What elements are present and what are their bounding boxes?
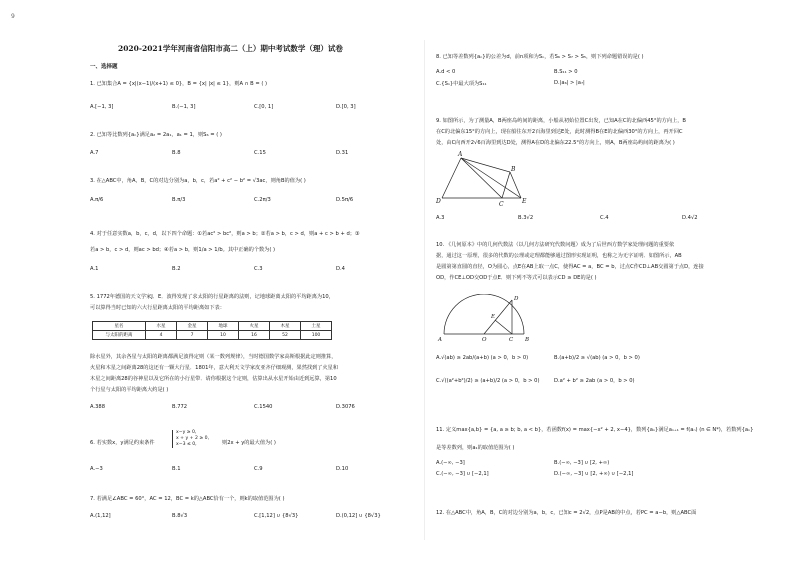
q5-option-d[interactable]: D.3076	[336, 404, 355, 410]
q5-option-c[interactable]: C.1540	[254, 404, 273, 410]
question-9-line-2: 在C的北偏东15°的方向上，现在船往东开2百海里到达E处，此时测得B在E的北偏西30°的方向上，再开回C	[436, 129, 683, 135]
q3-option-b[interactable]: B.π/3	[172, 197, 186, 203]
q4-options	[90, 266, 430, 272]
table-header-cell: 金星	[177, 322, 208, 331]
question-3: 3. 在△ABC中，角A，B，C的对边分别为a，b，c，若a² + c² − b² = √3ac，则角B的值为( )	[90, 178, 306, 184]
q10-option-c[interactable]: C.√((a²+b²)/2) ≥ (a+b)/2 (a > 0，b > 0)	[436, 378, 540, 384]
q9-option-c[interactable]: C.4	[600, 215, 609, 221]
table-row-label: 与太阳的距离	[93, 331, 146, 340]
q11-options-row-1	[436, 460, 696, 466]
q1-options	[90, 104, 430, 110]
q8-option-a[interactable]: A.d < 0	[436, 69, 456, 75]
page-number: 9	[11, 13, 15, 20]
q6-option-b[interactable]: B.1	[172, 466, 181, 472]
question-4-line-1: 4. 对于任意实数a，b，c，d，以下四个命题：①若ac² > bc²，则a > b；②若a > b，c > d，则a + c > b + d；③	[90, 231, 360, 237]
figure-label: D	[514, 296, 519, 302]
q11-option-b[interactable]: B.(−∞, −3] ∪ [2, +∞)	[554, 460, 610, 466]
question-9-line-1: 9. 如图所示，为了测量A，B两座岛屿间的距离，小船从初始位置C出发，已知A在C的北偏西45°的方向上，B	[436, 118, 686, 124]
q8-options-row-1	[436, 69, 696, 75]
figure-label: B	[511, 166, 516, 173]
question-8: 8. 已知等差数列{aₙ}的公差为d，前n项和为Sₙ，若S₆ > S₇ > S₅，则下列命题错误的是( )	[436, 54, 644, 60]
table-cell: 16	[239, 331, 270, 340]
q8-options-row-2	[436, 80, 696, 87]
q8-option-d[interactable]: D.|a₆| > |a₇|	[554, 80, 585, 86]
q5-option-a[interactable]: A.388	[90, 404, 106, 410]
question-10-line-1: 10. 《几何原本》中的几何代数法（以几何方法研究代数问题）成为了后世西方数学家处理问题的重要依	[436, 242, 675, 248]
q6-constraint: x−3 ≤ 0,	[176, 442, 197, 447]
question-12: 12. 在△ABC中，角A，B，C的对边分别为a，b，c，已知c = 2√2，点P是AB的中点，若PC = a−b，则△ABC面	[436, 510, 697, 516]
question-10-line-3: 是圆第第直圆的直径，O为圆心，点E在AB上取一点C，使得AC = a，BC = b，过点C作CD⊥AB交圆第于点D，连接	[436, 264, 704, 270]
question-5-line-3: 除水星外，其余各星与太阳的距离都满足波得定则（某一数列规律），当时德国数学家高斯根据此定则推算，	[90, 354, 337, 360]
question-10-line-4: OD，作CE⊥OD交OD于点E．则下列不等式可以表示CD ≥ DE的是( )	[436, 275, 597, 281]
question-10-line-2: 据，通过这一原理，很多的代数的公理或定理都能够通过图形实现证明，也称之为无字证明．如图所示，AB	[436, 253, 682, 259]
question-5-line-6: 个行星与太阳的平均距离大约是( )	[90, 387, 169, 393]
q4-option-b[interactable]: B.2	[172, 266, 181, 272]
q10-options-row-1	[436, 354, 696, 361]
q4-option-a[interactable]: A.1	[90, 266, 99, 272]
q3-option-c[interactable]: C.2π/3	[254, 197, 271, 203]
q8-option-c[interactable]: C.{Sₙ}中最大项为S₁₁	[436, 81, 487, 87]
q7-option-a[interactable]: A.(1,12]	[90, 513, 111, 519]
q1-option-a[interactable]: A.[−1, 3]	[90, 104, 114, 110]
table-cell: 10	[208, 331, 239, 340]
question-6: 6. 若实数x，y满足约束条件	[90, 440, 155, 446]
q6-constraint-system	[172, 430, 209, 448]
q6-constraint: x + y + 2 ≥ 0,	[176, 436, 210, 441]
q2-option-d[interactable]: D.31	[336, 150, 349, 156]
q10-option-d[interactable]: D.a² + b² ≥ 2ab (a > 0，b > 0)	[554, 378, 635, 384]
q6-option-a[interactable]: A.−3	[90, 466, 103, 472]
question-5-line-2: 可以算得当时已知的六大行星距离太阳的平均距离如下表：	[90, 305, 225, 311]
q9-options	[436, 215, 776, 221]
column-divider	[424, 40, 425, 540]
figure-label: A	[458, 151, 463, 158]
q10-options-row-2	[436, 377, 696, 384]
q1-option-b[interactable]: B.(−1, 3]	[172, 104, 196, 110]
q6-option-d[interactable]: D.10	[336, 466, 349, 472]
figure-label: C	[499, 201, 504, 208]
q2-option-a[interactable]: A.7	[90, 150, 99, 156]
q7-option-b[interactable]: B.8√3	[172, 513, 188, 519]
q6-options	[90, 466, 430, 472]
planet-distance-table	[92, 321, 332, 340]
section-heading: 一、选择题	[90, 64, 118, 70]
question-11-line-2: 是等差数列，则a₁的取值范围为( )	[436, 445, 515, 451]
question-5-line-5: 木星之间距离28的谷神星以及它所在的小行星带．请你根据这个定则，估算出从水星开始由近到远算，第10	[90, 376, 337, 382]
q11-option-a[interactable]: A.(−∞, −3]	[436, 460, 465, 466]
q4-option-c[interactable]: C.3	[254, 266, 263, 272]
figure-label: E	[522, 198, 527, 205]
q1-option-c[interactable]: C.[0, 1]	[254, 104, 274, 110]
figure-label: O	[482, 337, 487, 343]
q9-option-d[interactable]: D.4√2	[682, 215, 698, 221]
q2-option-b[interactable]: B.8	[172, 150, 181, 156]
q5-option-b[interactable]: B.772	[172, 404, 188, 410]
q10-option-a[interactable]: A.√(ab) ≥ 2ab/(a+b) (a > 0，b > 0)	[436, 355, 529, 361]
q2-options	[90, 150, 430, 156]
q4-option-d[interactable]: D.4	[336, 266, 345, 272]
table-cell: 52	[270, 331, 301, 340]
q8-option-b[interactable]: B.S₁₁ > 0	[554, 69, 578, 75]
question-6-tail: 则2x + y的最大值为( )	[222, 440, 276, 446]
table-header-cell: 木星	[270, 322, 301, 331]
figure-label: A	[438, 337, 442, 343]
q10-option-b[interactable]: B.(a+b)/2 ≥ √(ab) (a > 0，b > 0)	[554, 355, 640, 361]
table-header-cell: 水星	[146, 322, 177, 331]
question-4-line-2: 若a > b，c > d，则ac > bd；④若a > b，则1/a > 1/b。其中正确的个数为( )	[90, 247, 276, 253]
q11-option-d[interactable]: D.(−∞, −3] ∪ [2, +∞) ∪ [−2,1]	[554, 471, 634, 477]
q3-option-a[interactable]: A.π/6	[90, 197, 104, 203]
q6-option-c[interactable]: C.9	[254, 466, 263, 472]
table-row	[93, 331, 332, 340]
table-header-row	[93, 322, 332, 331]
figure-label: E	[491, 314, 496, 320]
q1-option-d[interactable]: D.[0, 3]	[336, 104, 356, 110]
q10-semicircle-figure	[434, 294, 534, 346]
q7-option-c[interactable]: C.[1,12] ∪ {8√3}	[254, 513, 299, 519]
figure-label: D	[436, 198, 441, 205]
table-header-cell: 土星	[301, 322, 332, 331]
q9-option-b[interactable]: B.3√2	[518, 215, 534, 221]
table-cell: 100	[301, 331, 332, 340]
q11-option-c[interactable]: C.(−∞, −3] ∪ [−2,1]	[436, 471, 489, 477]
q11-options-row-2	[436, 471, 696, 477]
q9-option-a[interactable]: A.3	[436, 215, 445, 221]
q3-option-d[interactable]: D.5π/6	[336, 197, 354, 203]
question-11-line-1: 11. 定义max{a,b} = {a, a ≥ b; b, a < b}，若函数f(x) = max{−x² + 2, x−4}，数列{aₙ}满足aₙ₊₁ = f(aₙ) (n ∈ N*)，若数列{aₙ}	[436, 427, 754, 433]
q9-island-figure	[434, 150, 534, 212]
table-header-cell: 星名	[93, 322, 146, 331]
question-5-line-4: 火星和木星之间距离28的这还有一颗大行星．1801年，意大利天文学家皮亚齐仔细观测，果然找到了火星和	[90, 365, 339, 371]
question-5-line-1: 5. 1772年德国的天文学家J．E．波得发现了求太阳的行星距离的法则，记地球距离太阳的平均距离为10，	[90, 294, 334, 300]
table-header-cell: 火星	[239, 322, 270, 331]
figure-label: C	[509, 337, 514, 343]
question-9-line-3: 处，由C向西开2√6百海里到达D处，测得A在D的北偏东22.5°的方向上，则A，B两座岛屿间的距离为( )	[436, 140, 675, 146]
q7-option-d[interactable]: D.(0,12] ∪ {8√3}	[336, 513, 381, 519]
table-cell: 7	[177, 331, 208, 340]
question-1: 1. 已知集合A = {x|(x−1)/(x+1) ≤ 0}，B = {x| |x| ≤ 1}，则A ∩ B = ( )	[90, 81, 268, 87]
q2-option-c[interactable]: C.15	[254, 150, 266, 156]
q3-options	[90, 197, 430, 203]
q7-options	[90, 513, 430, 519]
table-header-cell: 地球	[208, 322, 239, 331]
question-2: 2. 已知等比数列{aₙ}满足a₂ = 2a₁，a₁ = 1，则S₆ = ( )	[90, 132, 222, 138]
question-7: 7. 若满足∠ABC = 60°，AC = 12，BC = k的△ABC恰有一个，则k的取值范围为( )	[90, 496, 285, 502]
table-cell: 4	[146, 331, 177, 340]
q6-constraint: x−y ≥ 0,	[176, 430, 197, 435]
page-title: 2020-2021学年河南省信阳市高二（上）期中考试数学（理）试卷	[118, 44, 343, 53]
q5-options	[90, 404, 430, 410]
figure-label: B	[525, 337, 530, 343]
